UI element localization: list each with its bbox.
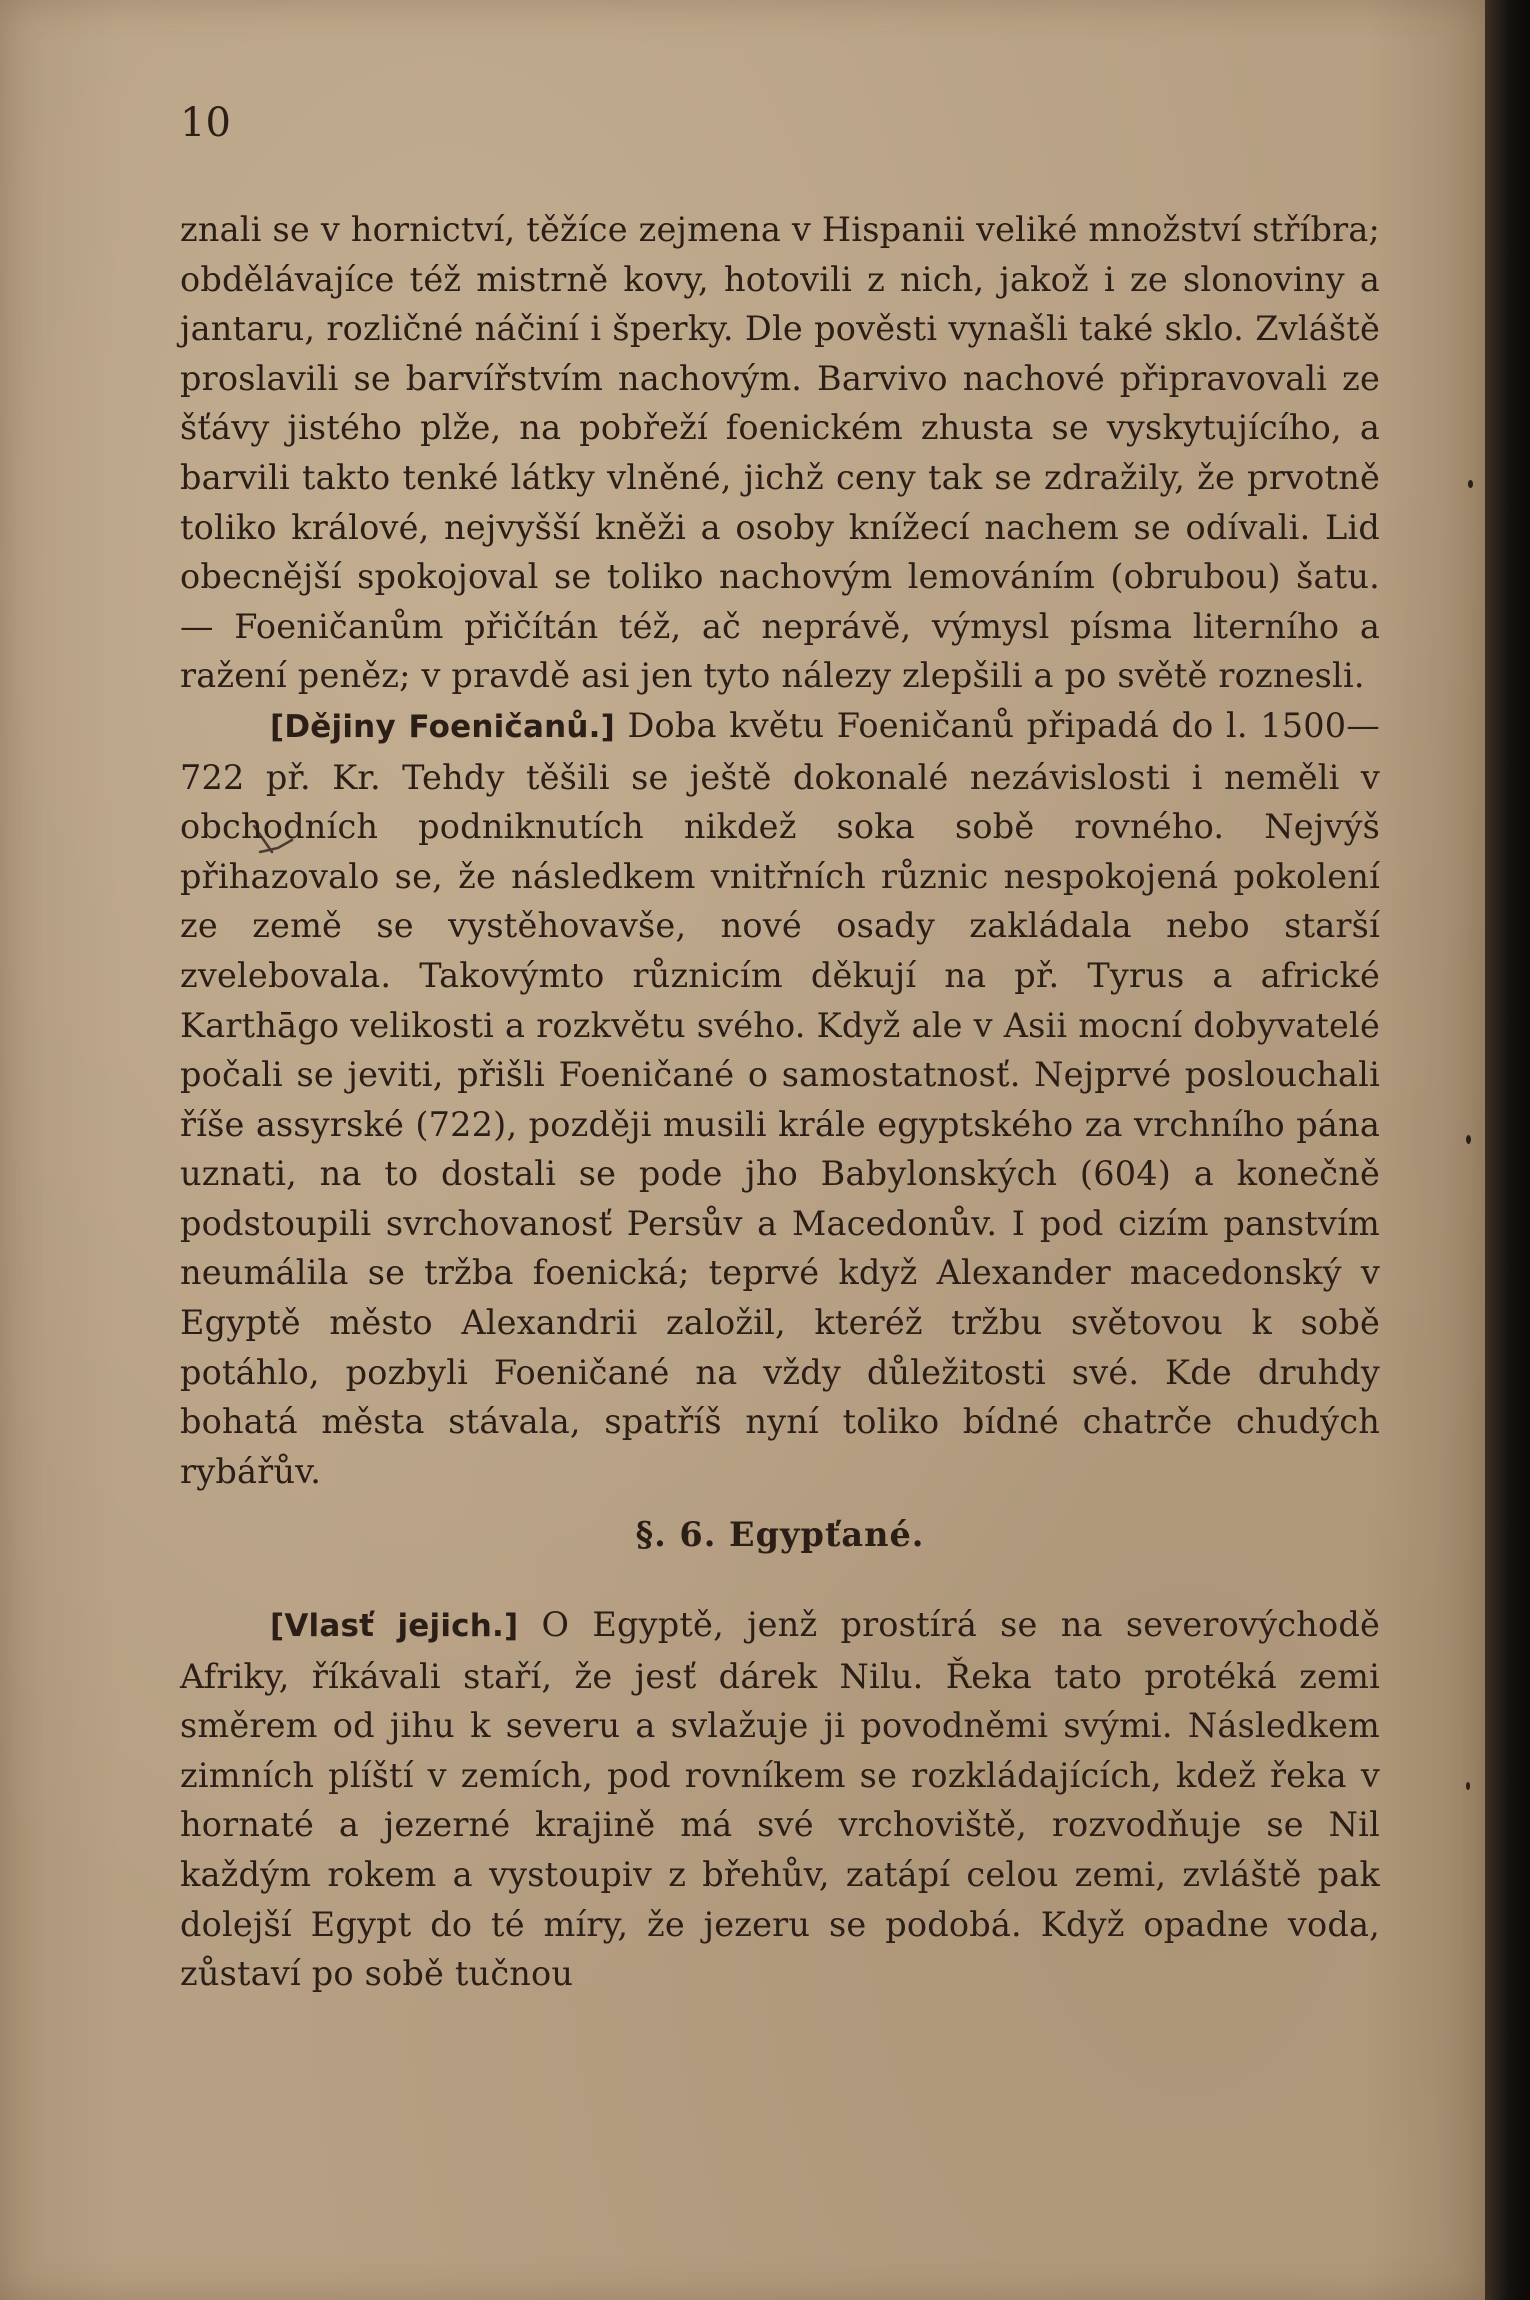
margin-speck	[1468, 480, 1473, 488]
paragraph-3	[180, 1600, 1380, 1999]
paragraph-2	[180, 701, 1380, 1497]
paragraph-2-text: Doba květu Foeničanů připadá do l. 1500—722 př. Kr. Tehdy těšili se ještě dokonalé nezávislosti i neměli v obchodních podniknutích nikdež soka sobě rovného. Nejvýš přihazovalo se, že následkem vnitřních různic nespokojená pokolení ze země se vystěhovavše, nové osady zakládala nebo starší zvelebovala. Takovýmto různicím děkují na př. Tyrus a africké Karthāgo velikosti a rozkvětu svého. Když ale v Asii mocní dobyvatelé počali se jeviti, přišli Foeničané o samostatnosť. Nejprvé poslouchali říše assyrské (722), později musili krále egyptského za vrchního pána uznati, na to dostali se pode jho Babylonských (604) a konečně podstoupili svrchovanosť Persův a Macedonův. I pod cizím panstvím neumálila se tržba foenická; teprvé když Alexander macedonský v Egyptě město Alexandrii založil, kteréž tržbu světovou k sobě potáhlo, pozbyli Foeničané na vždy důležitosti své. Kde druhdy bohatá města stávala, spatříš nyní toliko bídné chatrče chudých rybářův.	[180, 705, 1380, 1491]
margin-speck	[1466, 1135, 1471, 1144]
paragraph-3-text: O Egyptě, jenž prostírá se na severovýchodě Afriky, říkávali staří, že jesť dárek Nilu. Řeka tato protéká zemi směrem od jihu k severu a svlažuje ji povodněmi svými. Následkem zimních plíští v zemích, pod rovníkem se rozkládajících, kdež řeka v hornaté a jezerné krajině má své vrchoviště, rozvodňuje se Nil každým rokem a vystoupiv z břehův, zatápí celou zemi, zvláště pak dolejší Egypt do té míry, že jezeru se podobá. Když opadne voda, zůstaví po sobě tučnou	[180, 1605, 1380, 1994]
page-number: 10	[180, 100, 231, 146]
paragraph-3-heading: [Vlasť jejich.]	[270, 1608, 519, 1645]
paragraph-1-text: znali se v hornictví, těžíce zejmena v Hispanii veliké množství stříbra; obdělávajíce též mistrně kovy, hotovili z nich, jakož i ze slonoviny a jantaru, rozličné náčiní i šperky. Dle pověsti vynašli také sklo. Zvláště proslavili se barvířstvím nachovým. Barvivo nachové připravovali ze šťávy jistého plže, na pobřeží foenickém zhusta se vyskytujícího, a barvili takto tenké látky vlněné, jichž ceny tak se zdražily, že prvotně toliko králové, nejvyšší kněži a osoby knížecí nachem se odívali. Lid obecnější spokojoval se toliko nachovým lemováním (obrubou) šatu. — Foeničanům přičítán též, ač neprávě, výmysl písma literního a ražení peněz; v pravdě asi jen tyto nálezy zlepšili a po světě roznesli.	[180, 210, 1380, 696]
paragraph-2-heading: [Dějiny Foeničanů.]	[270, 708, 615, 745]
section-heading: §. 6. Egypťané.	[635, 1515, 925, 1555]
book-edge-shadow	[1485, 0, 1530, 2300]
paragraph-1	[180, 205, 1380, 701]
main-text	[180, 205, 1380, 1999]
margin-speck	[1466, 1782, 1470, 1790]
